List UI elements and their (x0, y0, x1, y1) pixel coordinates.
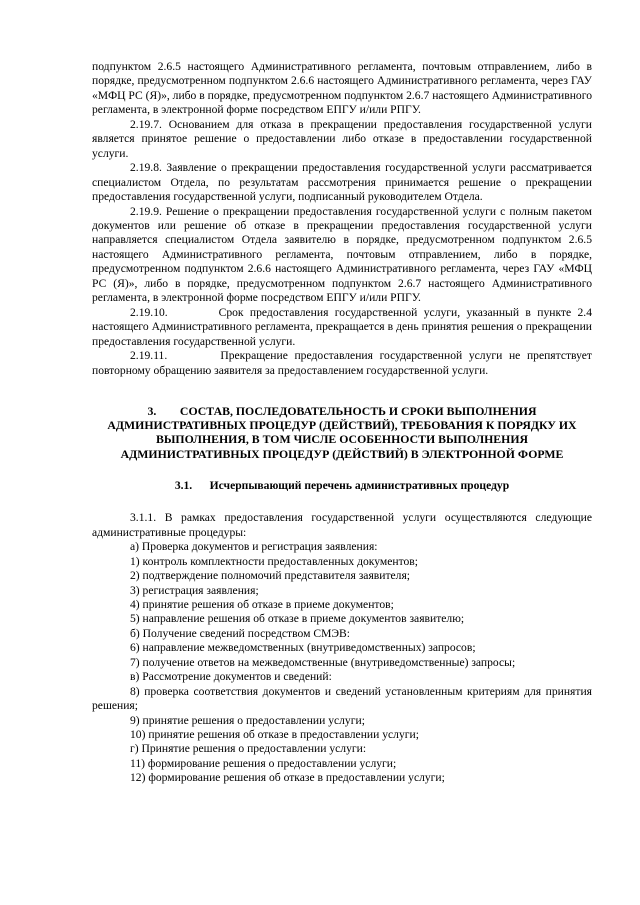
list-item: 4) принятие решения об отказе в приеме документов; (130, 597, 394, 611)
list-item: 6) направление межведомственных (внутриведомственных) запросов; (130, 641, 476, 655)
paragraph-2-19-7: 2.19.7. Основанием для отказа в прекращении предоставления государственной услуги является принятое решение о предоставлении либо отказе в предоставлении государственной услуги. (92, 117, 592, 160)
paragraph-2-19-8: 2.19.8. Заявление о прекращении предоставления государственной услуги рассматривается специалистом Отдела, по результатам рассмотрения принимается решение о прекращении предоставления государственной услуги, подписанный руководителем Отдела. (92, 161, 592, 204)
list-item: 3) регистрация заявления; (130, 583, 259, 597)
list-item: 5) направление решения об отказе в приеме документов заявителю; (130, 612, 465, 626)
list-item: 12) формирование решения об отказе в предоставлении услуги; (130, 771, 445, 785)
list-item: 11) формирование решения о предоставлении услуги; (130, 756, 397, 770)
procedures-intro: 3.1.1. В рамках предоставления государственной услуги осуществляются следующие административные процедуры: (92, 511, 592, 539)
list-item: г) Принятие решения о предоставлении услуги: (130, 742, 367, 756)
list-item: 9) принятие решения о предоставлении услуги; (130, 713, 365, 727)
paragraph-2-19-10: 2.19.10. Срок предоставления государственной услуги, указанный в пункте 2.4 настоящего Административного регламента, прекращается в день принятия решения о прекращении предоставления государственной услуги. (92, 305, 595, 348)
list-item: б) Получение сведений посредством СМЭВ: (130, 626, 350, 640)
document-page (92, 60, 595, 786)
list-item: а) Проверка документов и регистрация заявления: (130, 540, 378, 554)
list-item: 10) принятие решения об отказе в предоставлении услуги; (130, 728, 419, 742)
paragraph-2-19-11: 2.19.11. Прекращение предоставления государственной услуги не препятствует повторному обращению заявителя за предоставлением государственной услуги. (92, 349, 595, 377)
paragraph-2-19-9: 2.19.9. Решение о прекращении предоставления государственной услуги с полным пакетом документов или решение об отказе в прекращении предоставления государственной услуги направляется специалистом Отдела заявителю в порядке, предусмотренном подпунктом 2.6.5 настоящего Административного регламента, почтовым отправлением, либо в порядке, предусмотренном подпунктом 2.6.6 настоящего Административного регламента, через ГАУ «МФЦ РС (Я)», либо в порядке, предусмотренном подпунктом 2.6.7 настоящего Административного регламента, в электронной форме посредством ЕПГУ и/или РПГУ. (92, 204, 592, 305)
list-item: 1) контроль комплектности предоставленных документов; (130, 554, 418, 568)
list-item: 8) проверка соответствия документов и сведений установленным критериям для принятия решения; (92, 684, 592, 713)
paragraph-continuation: подпунктом 2.6.5 настоящего Административного регламента, почтовым отправлением, либо в порядке, предусмотренном подпунктом 2.6.6 настоящего Административного регламента, через ГАУ «МФЦ РС (Я)», либо в порядке, предусмотренном подпунктом 2.6.7 настоящего Административного регламента, в электронной форме посредством ЕПГУ и/или РПГУ. (92, 60, 592, 117)
list-item: в) Рассмотрение документов и сведений: (130, 670, 332, 684)
subsection-heading: 3.1. Исчерпывающий перечень административных процедур (174, 478, 510, 492)
list-item: 7) получение ответов на межведомственные (внутриведомственные) запросы; (130, 655, 516, 669)
list-item: 2) подтверждение полномочий представителя заявителя; (130, 569, 411, 583)
section-heading: 3. СОСТАВ, ПОСЛЕДОВАТЕЛЬНОСТЬ И СРОКИ ВЫПОЛНЕНИЯ АДМИНИСТРАТИВНЫХ ПРОЦЕДУР (ДЕЙСТВИЙ), ТРЕБОВАНИЯ К ПОРЯДКУ ИХ ВЫПОЛНЕНИЯ, В ТОМ ЧИСЛЕ ОСОБЕННОСТИ ВЫПОЛНЕНИЯ АДМИНИСТРАТИВНЫХ ПРОЦЕДУР (ДЕЙСТВИЙ) В ЭЛЕКТРОННОЙ ФОРМЕ (107, 403, 580, 461)
procedures-list (92, 540, 592, 786)
